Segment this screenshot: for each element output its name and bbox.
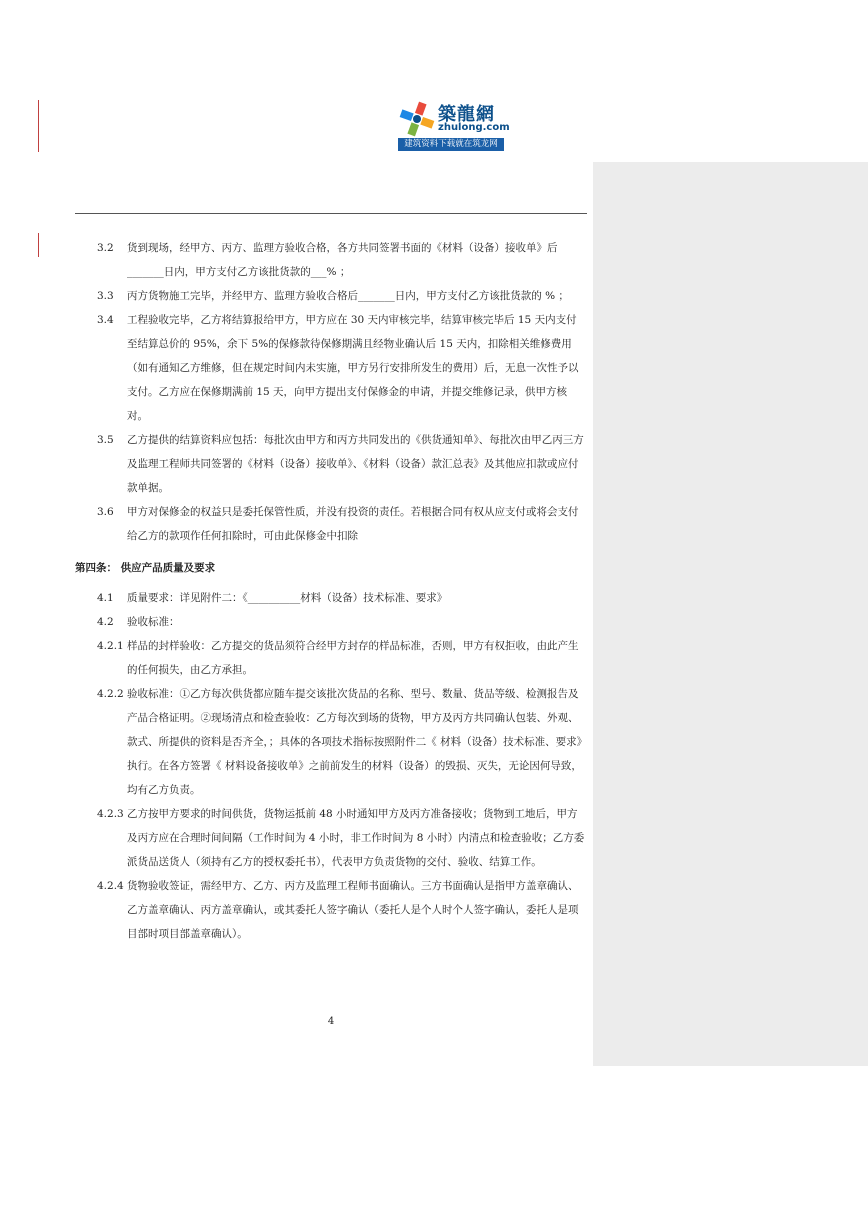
clause-text: 质量要求：详见附件二：《__________材料（设备）技术标准、要求》 <box>127 592 448 604</box>
clause-text: 甲方对保修金的权益只是委托保管性质，并没有投资的责任。若根据合同有权从应支付或将会支付给乙方的款项作任何扣除时，可由此保修金中扣除 <box>127 506 579 542</box>
clause-text: 样品的封样验收：乙方提交的货品须符合经甲方封存的样品标准，否则，甲方有权拒收，由此产生的任何损失，由乙方承担。 <box>127 640 579 676</box>
clause-number: 4.1 <box>97 592 114 604</box>
clause-3-4 <box>75 308 587 428</box>
logo-chinese-name: 築龍網 <box>438 104 495 125</box>
pinwheel-logo-icon <box>398 100 436 138</box>
clause-4-2-2 <box>75 682 587 802</box>
clause-number: 4.2.2 <box>97 688 124 700</box>
clause-3-3 <box>75 284 587 308</box>
clause-number: 3.6 <box>97 506 114 518</box>
clause-text: 工程验收完毕，乙方将结算报给甲方，甲方应在 30 天内审核完毕，结算审核完毕后 15 天内支付至结算总价的 95%，余下 5%的保修款待保修期满且经物业确认后 15 天内，扣除相关维修费用（如有通知乙方维修，但在规定时间内未实施，甲方另行安排所发生的费用）后，无息一次性予以支付。乙方应在保修期满前 15 天，向甲方提出支付保修金的申请，并提交维修记录，供甲方核对。 <box>127 314 579 422</box>
clause-number: 4.2.4 <box>97 880 124 892</box>
clause-number: 3.5 <box>97 434 114 446</box>
clause-3-2 <box>75 236 587 284</box>
clause-number: 4.2.3 <box>97 808 124 820</box>
revision-mark <box>38 100 39 152</box>
clause-4-1 <box>75 586 587 610</box>
clause-text: 乙方提供的结算资料应包括：每批次由甲方和丙方共同发出的《供货通知单》、每批次由甲乙丙三方及监理工程师共同签署的《材料（设备）接收单》、《材料（设备）款汇总表》及其他应扣款或应付款单据。 <box>127 434 584 494</box>
comment-pane <box>593 162 868 1066</box>
clause-text: 货物验收签证，需经甲方、乙方、丙方及监理工程师书面确认。三方书面确认是指甲方盖章确认、乙方盖章确认、丙方盖章确认，或其委托人签字确认（委托人是个人时个人签字确认，委托人是项目部时项目部盖章确认）。 <box>127 880 579 940</box>
clause-3-6 <box>75 500 587 548</box>
clause-text: 验收标准： <box>127 616 180 628</box>
clause-number: 3.2 <box>97 242 114 254</box>
clause-number: 4.2.1 <box>97 640 124 652</box>
clause-text: 货到现场，经甲方、丙方、监理方验收合格，各方共同签署书面的《材料（设备）接收单》后_______日内，甲方支付乙方该批货款的___% ； <box>127 242 558 278</box>
logo-english-name: zhulong.com <box>438 122 510 133</box>
page-number: 4 <box>327 1016 335 1027</box>
clause-number: 3.3 <box>97 290 114 302</box>
clause-number: 4.2 <box>97 616 114 628</box>
clause-4-2 <box>75 610 587 634</box>
clause-text: 验收标准：①乙方每次供货都应随车提交该批次货品的名称、型号、数量、货品等级、检测报告及产品合格证明。②现场清点和检查验收：乙方每次到场的货物，甲方及丙方共同确认包装、外观、款式、所提供的资料是否齐全，；具体的各项技术指标按照附件二《 材料（设备）技术标准、要求》执行。在各方签署《 材料设备接收单》之前前发生的材料（设备）的毁损、灭失，无论因何导致，均有乙方负责。 <box>127 688 582 796</box>
clause-4-2-1 <box>75 634 587 682</box>
section-4-title: 第四条： 供应产品质量及要求 <box>75 562 216 574</box>
header-divider <box>75 213 587 214</box>
clause-text: 乙方按甲方要求的时间供货，货物运抵前 48 小时通知甲方及丙方准备接收；货物到工地后，甲方及丙方应在合理时间间隔（工作时间为 4 小时，非工作时间为 8 小时）内清点和检查验收；乙方委派货品送货人（须持有乙方的授权委托书），代表甲方负责货物的交付、验收、结算工作。 <box>127 808 585 868</box>
clause-number: 3.4 <box>97 314 114 326</box>
logo-tagline: 建筑资料下载就在筑龙网 <box>398 138 504 151</box>
revision-mark <box>38 233 39 257</box>
zhulong-logo <box>398 98 508 156</box>
clause-3-5 <box>75 428 587 500</box>
clause-4-2-4 <box>75 874 587 946</box>
clause-text: 丙方货物施工完毕，并经甲方、监理方验收合格后_______日内，甲方支付乙方该批货款的 % ； <box>127 290 569 302</box>
document-body <box>75 236 587 946</box>
clause-4-2-3 <box>75 802 587 874</box>
